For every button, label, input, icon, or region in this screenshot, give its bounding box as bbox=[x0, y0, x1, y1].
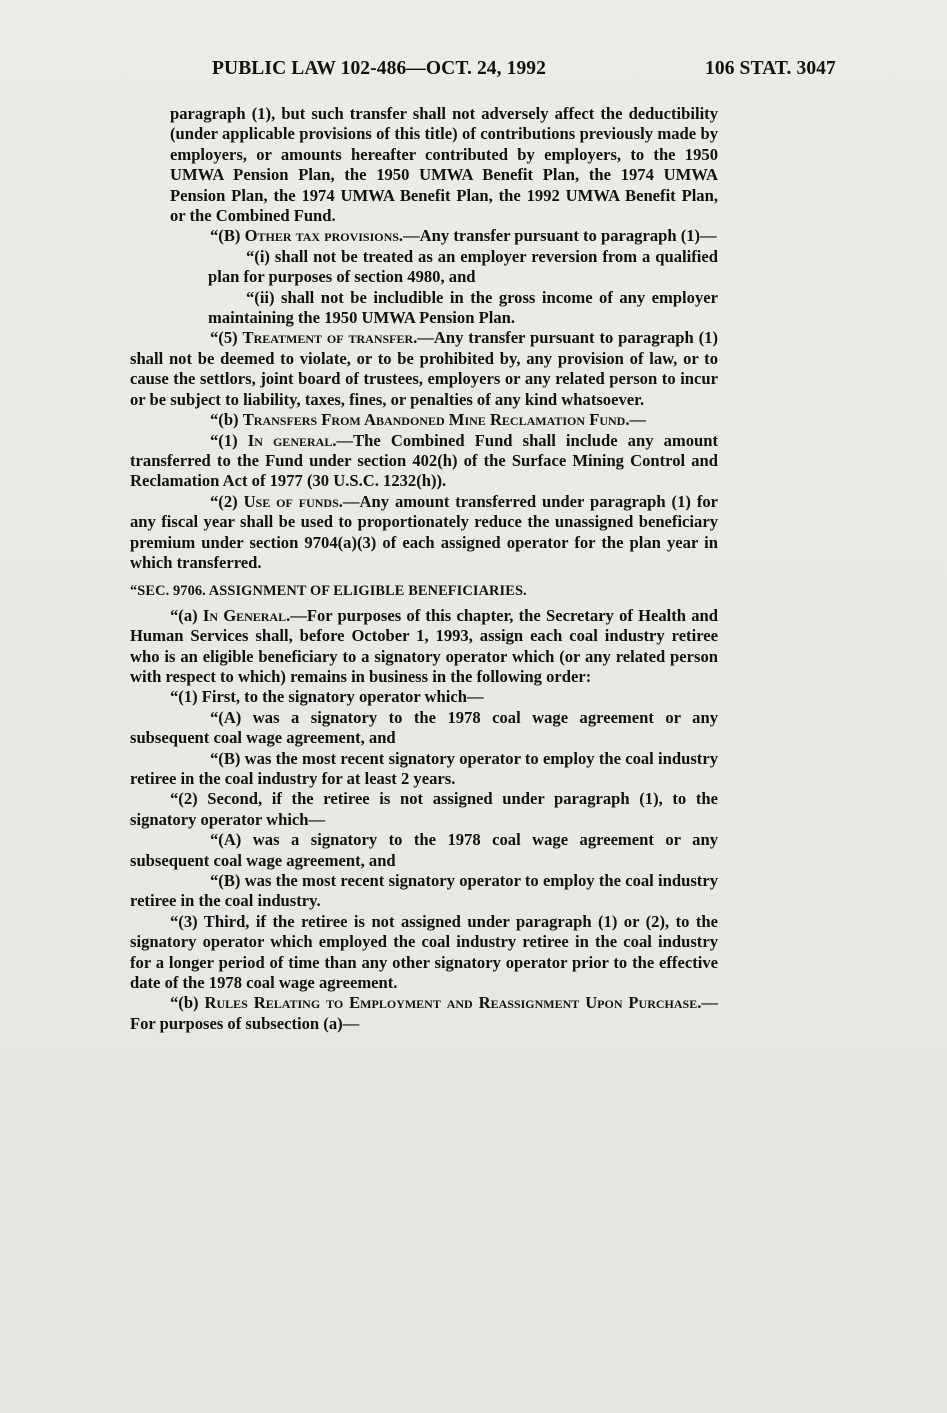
paragraph: “(B) Other tax provisions.—Any transfer pursuant to paragraph (1)— bbox=[210, 226, 717, 246]
paragraph-heading: Other tax provisions bbox=[244, 226, 399, 246]
paragraph: “(A) was a signatory to the 1978 coal wage agreement or any subsequent coal wage agreement, and bbox=[130, 707, 718, 748]
paragraph: “(3) Third, if the retiree is not assigned under paragraph (1) or (2), to the signatory operator which employed the coal industry retiree in the coal industry for a longer period of time than any other signatory operator prior to the effective date of the 1978 coal wage agreement. bbox=[130, 911, 718, 993]
paragraph: “(ii) shall not be includible in the gross income of any employer maintaining the 1950 UMWA Pension Plan. bbox=[208, 287, 718, 328]
running-header bbox=[0, 58, 947, 90]
section-heading: “SEC. 9706. ASSIGNMENT OF ELIGIBLE BENEFICIARIES. bbox=[130, 583, 527, 600]
body-text bbox=[130, 104, 718, 1034]
paragraph: “(i) shall not be treated as an employer reversion from a qualified plan for purposes of section 4980, and bbox=[208, 246, 718, 287]
paragraph: “(1) In general.—The Combined Fund shall include any amount transferred to the Fund under section 402(h) of the Surface Mining Control and Reclamation Act of 1977 (30 U.S.C. 1232(h)). bbox=[130, 430, 718, 491]
paragraph-heading: Treatment of transfer bbox=[242, 328, 414, 348]
paragraph: “(2) Use of funds.—Any amount transferred under paragraph (1) for any fiscal year shall be used to proportionately reduce the unassigned beneficiary premium under section 9704(a)(3) of each assigned operator for the plan year in which transferred. bbox=[130, 491, 719, 572]
paragraph: “(5) Treatment of transfer.—Any transfer pursuant to paragraph (1) shall not be deemed to violate, or to be prohibited by, any provision of law, or to cause the settlors, joint board of trustees, employers or any related person to incur or be subject to liability, taxes, fines, or penalties of any kind whatsoever. bbox=[130, 328, 718, 409]
paragraph: “(b) Rules Relating to Employment and Reassignment Upon Purchase.—For purposes of subsection (a)— bbox=[130, 993, 718, 1033]
paragraph: “(b) Transfers From Abandoned Mine Reclamation Fund.— bbox=[210, 410, 647, 430]
paragraph-heading: Use of funds bbox=[243, 491, 339, 511]
paragraph: “(B) was the most recent signatory operator to employ the coal industry retiree in the coal industry for at least 2 years. bbox=[130, 748, 718, 788]
header-stat-page: 106 STAT. 3047 bbox=[705, 58, 836, 79]
paragraph-heading: Rules Relating to Employment and Reassignment Upon Purchase bbox=[204, 993, 698, 1013]
paragraph: “(A) was a signatory to the 1978 coal wage agreement or any subsequent coal wage agreement, and bbox=[130, 830, 718, 870]
header-title: PUBLIC LAW 102-486—OCT. 24, 1992 bbox=[212, 58, 547, 79]
paragraph: “(B) was the most recent signatory operator to employ the coal industry retiree in the coal industry. bbox=[130, 871, 718, 911]
paragraph-heading: Transfers From Abandoned Mine Reclamation Fund bbox=[242, 410, 626, 430]
paragraph: “(a) In General.—For purposes of this chapter, the Secretary of Health and Human Services shall, before October 1, 1993, assign each coal industry retiree who is an eligible beneficiary to a signatory operator which (or any related person with respect to which) remains in business in the following order: bbox=[130, 605, 718, 686]
paragraph: “(1) First, to the signatory operator which— bbox=[170, 687, 484, 707]
paragraph: “(2) Second, if the retiree is not assigned under paragraph (1), to the signatory operator which— bbox=[130, 789, 718, 829]
paragraph-heading: In general bbox=[247, 430, 333, 450]
paragraph-heading: In General bbox=[202, 605, 287, 625]
paragraph: paragraph (1), but such transfer shall not adversely affect the deductibility (under applicable provisions of this title) of contributions previously made by employers, or amounts hereafter contributed by employers, to the 1950 UMWA Pension Plan, the 1950 UMWA Benefit Plan, the 1974 UMWA Pension Plan, the 1974 UMWA Benefit Plan, the 1992 UMWA Benefit Plan, or the Combined Fund. bbox=[170, 104, 718, 226]
